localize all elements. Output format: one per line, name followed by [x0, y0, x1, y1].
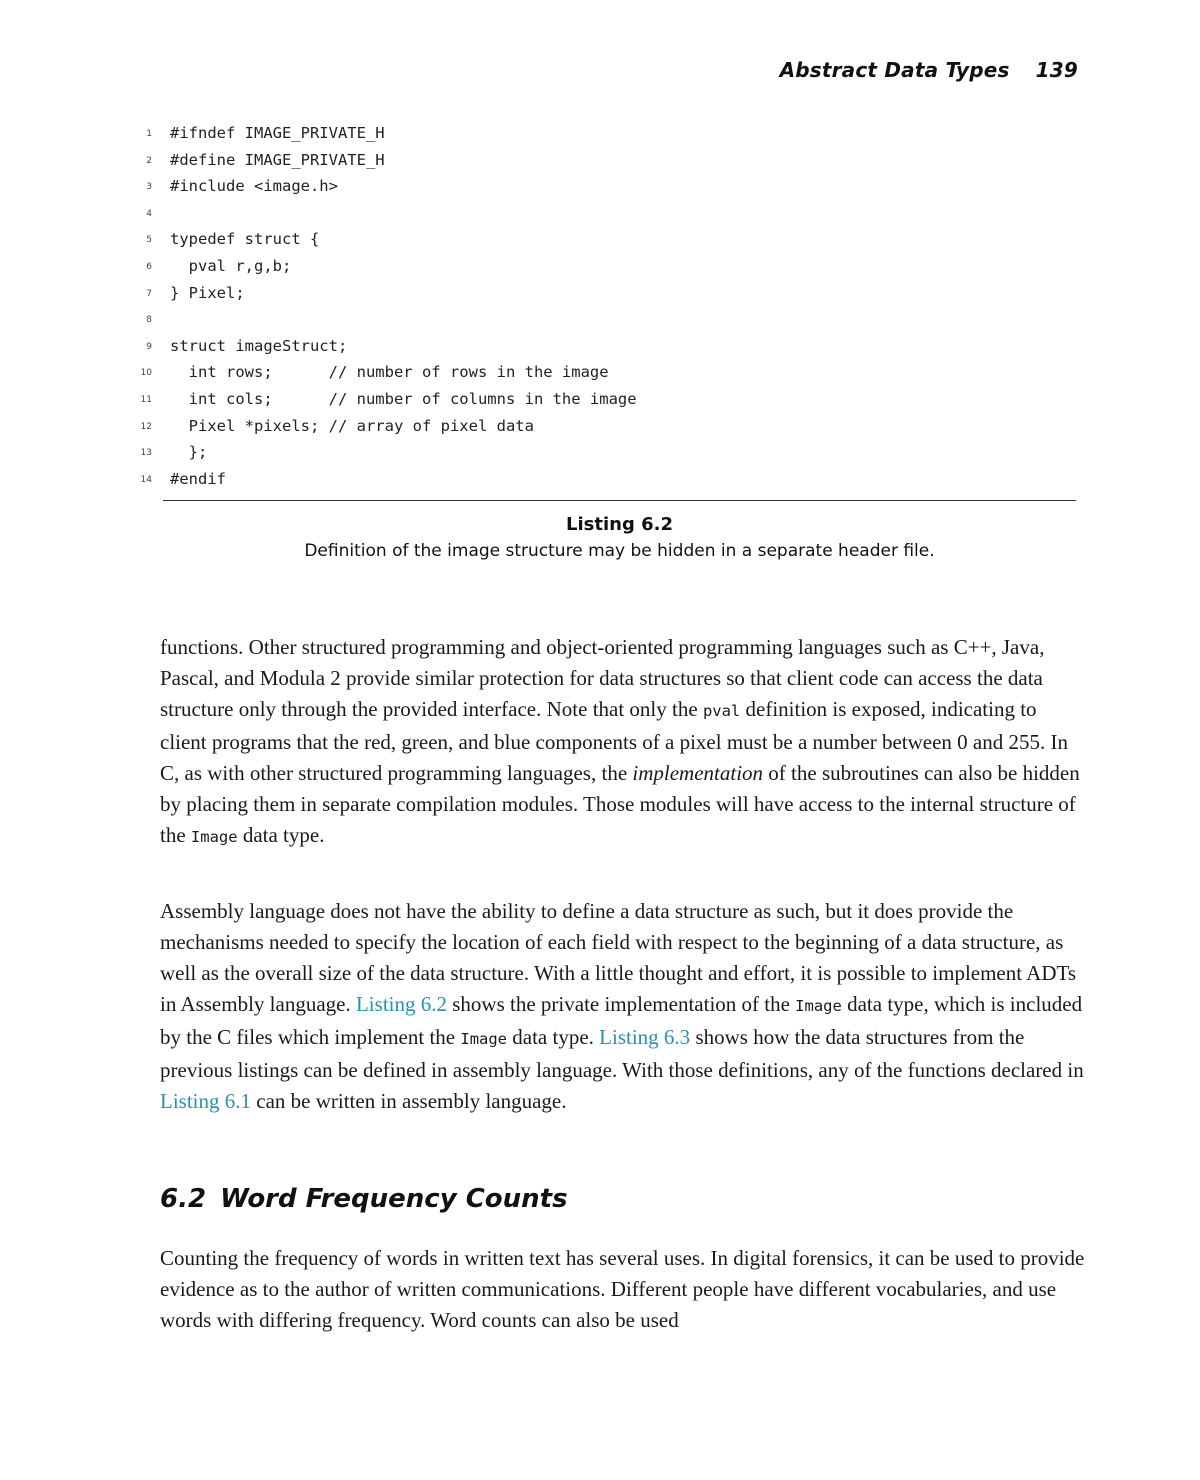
- code-line: [128, 280, 1078, 307]
- paragraph-text: of the subroutines can also be hidden by placing them in separate compilation modules. Those modules will have access to the internal structure of the: [160, 761, 1080, 847]
- paragraph-text: shows the private implementation of the: [447, 992, 796, 1016]
- code-text: typedef struct {: [170, 230, 320, 249]
- paragraph-text: can be written in assembly language.: [251, 1089, 567, 1113]
- line-number: 5: [146, 235, 152, 246]
- line-number: 13: [140, 448, 152, 459]
- code-line: [128, 147, 1078, 174]
- code-line: [128, 413, 1078, 440]
- code-text: } Pixel;: [170, 283, 245, 302]
- code-text: pval r,g,b;: [170, 256, 292, 275]
- listing-link[interactable]: Listing 6.1: [160, 1089, 252, 1113]
- line-number: 14: [140, 474, 152, 485]
- code-line: [128, 253, 1078, 280]
- code-line: [128, 173, 1078, 200]
- section-heading: [160, 1184, 568, 1214]
- caption-title: Listing 6.2: [566, 514, 673, 535]
- caption-text: Definition of the image structure may be hidden in a separate header file.: [304, 541, 935, 561]
- running-header: [780, 58, 1078, 82]
- paragraph: [160, 896, 1085, 1117]
- line-number: 6: [146, 261, 152, 272]
- line-number: 12: [140, 421, 152, 432]
- listing-link[interactable]: Listing 6.3: [599, 1025, 691, 1049]
- header-title: Abstract Data Types: [779, 58, 1010, 82]
- line-number: 4: [146, 208, 152, 219]
- paragraph-text: data type.: [507, 1025, 600, 1049]
- line-number: 3: [146, 182, 152, 193]
- paragraph-text: functions. Other structured programming and object-oriented programming languages such as C++, Java, Pascal, and Modula 2 provide similar protection for data structures so that client code can access the data structure only through the provided interface. Note that only the: [160, 635, 1045, 721]
- code-line: [128, 439, 1078, 466]
- code-listing: [128, 120, 1078, 492]
- line-number: 10: [140, 368, 152, 379]
- line-number: 9: [146, 341, 152, 352]
- paragraph-text: Assembly language does not have the ability to define a data structure as such, but it does provide the mechanisms needed to specify the location of each field with respect to the beginning of a data structure, as well as the overall size of the data structure. With a little thought and effort, it is possible to implement ADTs in Assembly language.: [160, 899, 1077, 1016]
- inline-code: Image: [795, 997, 842, 1015]
- code-line: [128, 200, 1078, 227]
- section-title: Word Frequency Counts: [220, 1184, 568, 1214]
- code-line: [128, 226, 1078, 253]
- code-text: #endif: [170, 469, 226, 488]
- page-number: 139: [1035, 58, 1078, 82]
- line-number: 2: [146, 155, 152, 166]
- section-number: 6.2: [160, 1184, 207, 1214]
- listing-link[interactable]: Listing 6.2: [355, 992, 447, 1016]
- paragraph-text: definition is exposed, indicating to client programs that the red, green, and blue components of a pixel must be a number between 0 and 255. In C, as with other structured programming languages, the: [160, 697, 1068, 785]
- code-line: [128, 306, 1078, 333]
- code-line: [128, 333, 1078, 360]
- code-line: [128, 466, 1078, 493]
- paragraph-text: data type, which is included by the C files which implement the: [160, 992, 1083, 1049]
- code-text: int rows; // number of rows in the image: [170, 363, 609, 382]
- code-text: #include <image.h>: [170, 177, 338, 196]
- line-number: 8: [146, 315, 152, 326]
- code-text: struct imageStruct;: [170, 336, 348, 355]
- code-text: };: [170, 443, 208, 462]
- emphasis-text: implementation: [632, 761, 764, 785]
- listing-divider: [163, 500, 1076, 501]
- paragraph: Counting the frequency of words in written text has several uses. In digital forensics, it can be used to provide evidence as to the author of written communications. Different people have different vocabularies, and use words with differing frequency. Word counts can also be used: [160, 1246, 1085, 1332]
- paragraph-text: data type.: [237, 823, 325, 847]
- listing-caption: [163, 512, 1076, 564]
- code-text: int cols; // number of columns in the image: [170, 389, 637, 408]
- paragraph-text: shows how the data structures from the previous listings can be defined in assembly language. With those definitions, any of the functions declared in: [160, 1025, 1084, 1082]
- code-line: [128, 386, 1078, 413]
- inline-code: Image: [190, 828, 238, 846]
- code-line: [128, 120, 1078, 147]
- inline-code: Image: [460, 1030, 508, 1048]
- code-text: Pixel *pixels; // array of pixel data: [170, 416, 534, 435]
- line-number: 7: [146, 288, 152, 299]
- line-number: 11: [140, 394, 152, 405]
- code-text: #ifndef IMAGE_PRIVATE_H: [170, 124, 385, 142]
- line-number: 1: [146, 129, 152, 139]
- inline-code: pval: [702, 702, 741, 720]
- paragraph: [160, 632, 1085, 853]
- code-text: #define IMAGE_PRIVATE_H: [170, 150, 385, 169]
- code-line: [128, 359, 1078, 386]
